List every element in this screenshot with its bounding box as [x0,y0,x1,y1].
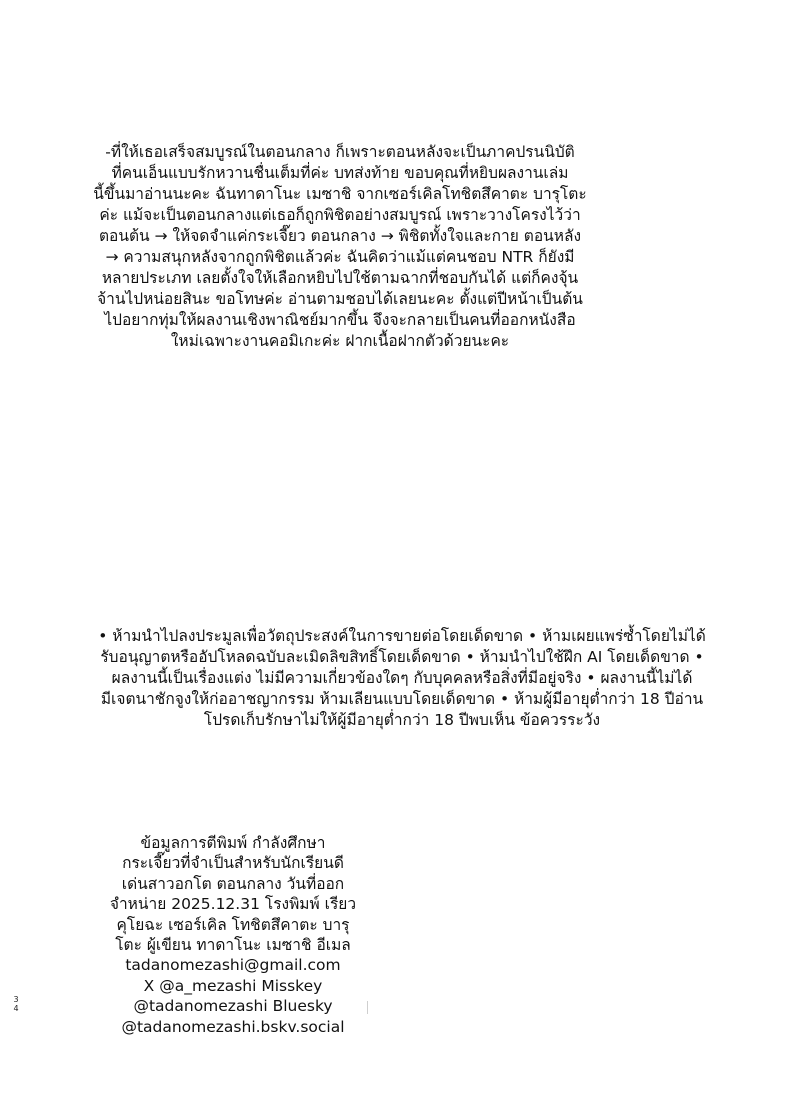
afterword-paragraph: -ที่ให้เธอเสร็จสมบูรณ์ในตอนกลาง ก็เพราะตอนหลังจะเป็นภาคปรนนิบัติ ที่คนเอ็นแบบรักหวานชื่นเต็มที่ค่ะ บทส่งท้าย ขอบคุณที่หยิบผลงานเล่ม นี้ขึ้นมาอ่านนะคะ ฉันทาดาโนะ เมซาชิ จากเซอร์เคิลโทชิตสึคาตะ บารุโตะ ค่ะ แม้จะเป็นตอนกลางแต่เธอก็ถูกพิชิตอย่างสมบูรณ์ เพราะวางโครงไว้ว่า ตอนต้น → ให้จดจำแค่กระเจี๊ยว ตอนกลาง → พิชิตทั้งใจและกาย ตอนหลัง → ความสนุกหลังจากถูกพิชิตแล้วค่ะ ฉันคิดว่าแม้แต่คนชอบ NTR ก็ยังมี หลายประเภท เลยตั้งใจให้เลือกหยิบไปใช้ตามฉากที่ชอบกันได้ แต่ก็คงจุ้น จ้านไปหน่อยสินะ ขอโทษค่ะ อ่านตามชอบได้เลยนะคะ ตั้งแต่ปีหน้าเป็นต้น ไปอยากทุ่มให้ผลงานเชิงพาณิชย์มากขึ้น จึงจะกลายเป็นคนที่ออกหนังสือ ใหม่เฉพาะงานคอมิเกะค่ะ ฝากเนื้อฝากตัวด้วยนะคะ [93,143,587,350]
page-edge-mark [367,1001,368,1014]
prohibition-notice: • ห้ามนำไปลงประมูลเพื่อวัตถุประสงค์ในการขายต่อโดยเด็ดขาด • ห้ามเผยแพร่ซ้ำโดยไม่ได้ รับอนุญาตหรืออัปโหลดฉบับละเมิดลิขสิทธิ์โดยเด็ดขาด • ห้ามนำไปใช้ฝึก AI โดยเด็ดขาด • ผลงานนี้เป็นเรื่องแต่ง ไม่มีความเกี่ยวข้องใดๆ กับบุคคลหรือสิ่งที่มีอยู่จริง • ผลงานนี้ไม่ได้ มีเจตนาชักจูงให้ก่ออาชญากรรม ห้ามเลียนแบบโดยเด็ดขาด • ห้ามผู้มีอายุต่ำกว่า 18 ปีอ่าน โปรดเก็บรักษาไม่ให้ผู้มีอายุต่ำกว่า 18 ปีพบเห็น ข้อควรระวัง [98,627,706,729]
page-number: 3 4 [13,995,19,1013]
publication-colophon: ข้อมูลการตีพิมพ์ กำลังศึกษา กระเจี๊ยวที่จำเป็นสำหรับนักเรียนดี เด่นสาวอกโต ตอนกลาง วันที่ออก จำหน่าย 2025.12.31 โรงพิมพ์ เรียว คุโยฉะ เซอร์เคิล โทชิตสึคาตะ บารุ โตะ ผู้เขียน ทาดาโนะ เมซาชิ อีเมล tadanomezashi@gmail.com X @a_mezashi Misskey @tadanomezashi Bluesky @tadanomezashi.bskv.social [109,834,357,1036]
